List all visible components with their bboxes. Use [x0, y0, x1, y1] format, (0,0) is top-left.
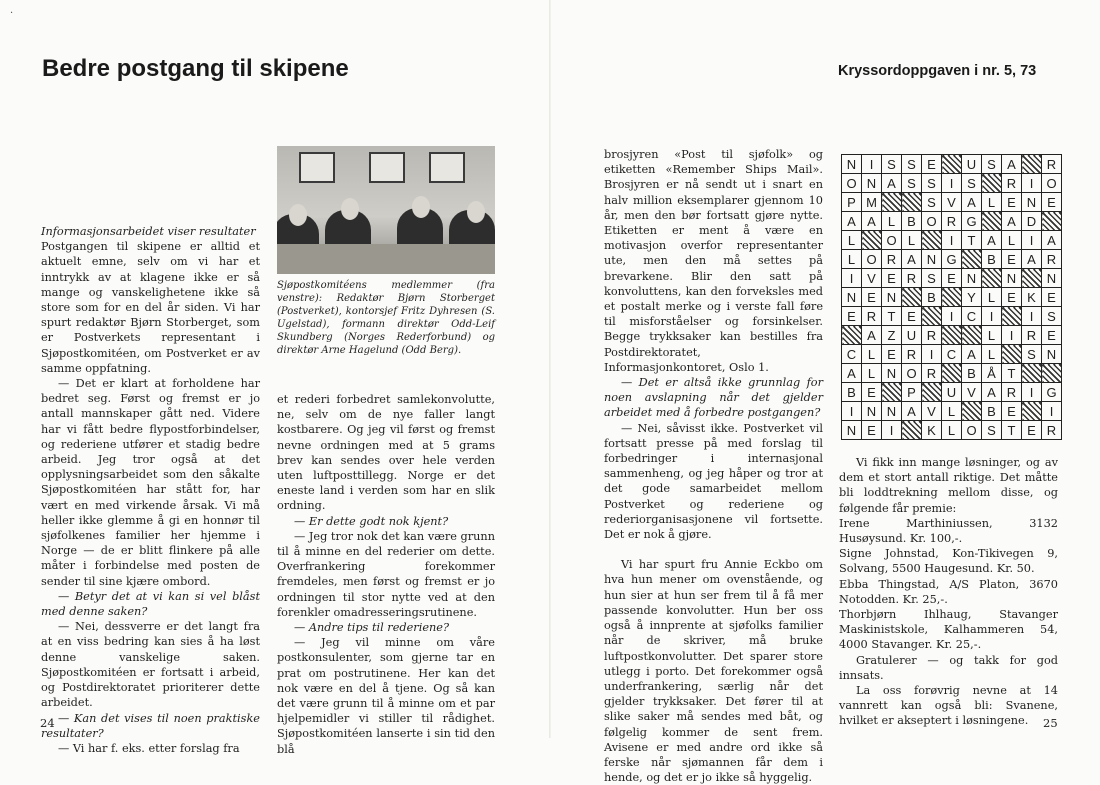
crossword-cell: B [982, 250, 1002, 269]
crossword-black-cell [962, 402, 982, 421]
crossword-cell: E [862, 421, 882, 440]
crossword-cell: B [962, 364, 982, 383]
crossword-cell: P [842, 193, 862, 212]
paragraph: — Det er altså ikke grunnlag for noen avslapning når det gjelder arbeidet med å forbedre postgangen? [604, 376, 823, 420]
crossword-black-cell [922, 383, 942, 402]
crossword-cell: L [942, 421, 962, 440]
crossword-cell: R [902, 269, 922, 288]
crossword-cell: S [982, 421, 1002, 440]
crossword-cell: A [862, 212, 882, 231]
crossword-cell: I [942, 174, 962, 193]
crossword-cell: I [862, 155, 882, 174]
crossword-black-cell [1002, 307, 1022, 326]
crossword-cell: O [922, 212, 942, 231]
crossword-row [842, 307, 1062, 326]
crossword-row [842, 155, 1062, 174]
crossword-cell: I [842, 402, 862, 421]
paragraph: — Jeg tror nok det kan være grunn til å minne en del rederier om dette. Overfrankering forekommer fremdeles, men først og fremst er jo ordningen til stor nytte ved at den forenkler omadresseringsrutinene. [277, 529, 495, 619]
crossword-black-cell [922, 231, 942, 250]
crossword-cell: I [982, 307, 1002, 326]
crossword-cell: U [902, 326, 922, 345]
crossword-cell: I [882, 421, 902, 440]
crossword-cell: R [1022, 326, 1042, 345]
crossword-black-cell [922, 307, 942, 326]
crossword-black-cell [942, 326, 962, 345]
paragraph: — Vi har f. eks. etter forslag fra [57, 741, 240, 755]
crossword-cell: N [862, 402, 882, 421]
crossword-cell: N [842, 288, 862, 307]
crossword-cell: I [1022, 231, 1042, 250]
crossword-cell: B [902, 212, 922, 231]
paragraph: et rederi forbedret samlekonvolutte, ne, selv om de nye faller langt kostbarere. Og jeg vil først og fremst nevne ordningen med at 5 grams brev kan sendes over hele verden uten luftposttillegg. Norge er det eneste land i verden som har en slik ordning. [277, 393, 495, 513]
paragraph: brosjyren «Post til sjøfolk» og etiketten «Remember Ships Mail». Brosjyren er nå sendt ut i snart en halv million eksemplarer gjennom 10 år, men den bør fortsatt gjøre nytte. Etiketten er ment å være en motivasjon overfor representanter ute, men den må settes på brevarkene. Blir den satt på konvoluttens, kan den forveksles med et postalt merke og i verste fall føre til misforståelser og forsinkelser. Begge trykksaker kan bestilles fra Postdirektoratet, Informasjonkontoret, Oslo 1. [604, 148, 823, 374]
crossword-cell: E [842, 307, 862, 326]
crossword-cell: S [1022, 345, 1042, 364]
crossword-cell: Z [882, 326, 902, 345]
crossword-cell: R [902, 345, 922, 364]
paragraph: Irene Marthiniussen, 3132 Husøysund. Kr. 100,-. [839, 516, 1058, 546]
crossword-cell: A [862, 326, 882, 345]
crossword-cell: Y [962, 288, 982, 307]
paragraph: — Kan det vises til noen praktiske resultater? [41, 711, 260, 740]
crossword-cell: E [1002, 250, 1022, 269]
crossword-cell: A [902, 402, 922, 421]
crossword-black-cell [942, 155, 962, 174]
crossword-black-cell [962, 326, 982, 345]
scan-speck: · [10, 8, 14, 19]
crossword-cell: A [1002, 212, 1022, 231]
crossword-cell: E [882, 269, 902, 288]
crossword-cell: K [922, 421, 942, 440]
crossword-cell: S [902, 155, 922, 174]
crossword-cell: U [962, 155, 982, 174]
crossword-black-cell [982, 212, 1002, 231]
crossword-black-cell [1002, 345, 1022, 364]
crossword-row [842, 193, 1062, 212]
crossword-cell: G [1042, 383, 1062, 402]
crossword-cell: L [882, 212, 902, 231]
crossword-solution-title: Kryssordoppgaven i nr. 5, 73 [838, 63, 1037, 79]
crossword-cell: T [1002, 364, 1022, 383]
crossword-grid [841, 154, 1062, 440]
crossword-row [842, 402, 1062, 421]
crossword-cell: B [922, 288, 942, 307]
paragraph: Postgangen til skipene er alltid et aktuelt emne, selv om vi har et inntrykk av at klagene ikke er så mange og vanskelighetene ikke så store som for en del år siden. Vi har spurt redaktør Bjørn Storberget, som er Postverkets representant i Sjøpostkomitéen, om Postverket er av samme oppfatning. [41, 240, 260, 375]
crossword-cell: R [1042, 155, 1062, 174]
crossword-cell: A [842, 364, 862, 383]
crossword-cell: E [882, 345, 902, 364]
crossword-cell: N [1002, 269, 1022, 288]
crossword-cell: N [882, 288, 902, 307]
crossword-black-cell [1042, 364, 1062, 383]
crossword-cell: V [862, 269, 882, 288]
crossword-cell: I [1042, 402, 1062, 421]
crossword-black-cell [1042, 212, 1062, 231]
crossword-cell: L [982, 345, 1002, 364]
crossword-cell: E [902, 307, 922, 326]
crossword-cell: D [1022, 212, 1042, 231]
crossword-cell: L [1002, 231, 1022, 250]
crossword-cell: E [922, 155, 942, 174]
crossword-cell: R [882, 250, 902, 269]
crossword-cell: E [1002, 193, 1022, 212]
crossword-cell: I [922, 345, 942, 364]
article-column-2 [277, 392, 495, 757]
crossword-cell: R [1042, 421, 1062, 440]
crossword-cell: N [842, 155, 862, 174]
crossword-black-cell [842, 326, 862, 345]
crossword-cell: E [1042, 288, 1062, 307]
crossword-cell: R [922, 364, 942, 383]
crossword-black-cell [902, 288, 922, 307]
crossword-cell: E [1042, 326, 1062, 345]
crossword-cell: L [842, 250, 862, 269]
crossword-black-cell [962, 250, 982, 269]
crossword-cell: S [982, 155, 1002, 174]
crossword-black-cell [1022, 155, 1042, 174]
paragraph: — Er dette godt nok kjent? [293, 514, 449, 528]
crossword-row [842, 288, 1062, 307]
crossword-cell: A [902, 250, 922, 269]
crossword-cell: E [1002, 288, 1022, 307]
crossword-cell: N [1022, 193, 1042, 212]
crossword-cell: E [862, 288, 882, 307]
crossword-cell: O [962, 421, 982, 440]
crossword-cell: T [1002, 421, 1022, 440]
crossword-cell: S [962, 174, 982, 193]
page-number-left: 24 [40, 716, 55, 730]
crossword-cell: V [922, 402, 942, 421]
crossword-cell: R [942, 212, 962, 231]
crossword-cell: B [982, 402, 1002, 421]
paragraph: Signe Johnstad, Kon-Tikivegen 9, Solvang, 5500 Haugesund. Kr. 50. [839, 547, 1058, 576]
crossword-cell: I [1022, 174, 1042, 193]
crossword-cell: R [1002, 383, 1022, 402]
crossword-cell: N [842, 421, 862, 440]
crossword-row [842, 231, 1062, 250]
crossword-cell: L [842, 231, 862, 250]
crossword-cell: A [1042, 231, 1062, 250]
crossword-cell: L [942, 402, 962, 421]
crossword-cell: O [882, 231, 902, 250]
crossword-cell: U [942, 383, 962, 402]
crossword-cell: S [1042, 307, 1062, 326]
article-column-3 [604, 147, 823, 785]
crossword-row [842, 383, 1062, 402]
crossword-cell: A [842, 212, 862, 231]
crossword-cell: P [902, 383, 922, 402]
crossword-cell: L [982, 288, 1002, 307]
crossword-black-cell [902, 421, 922, 440]
crossword-cell: O [862, 250, 882, 269]
paragraph: Thorbjørn Ihlhaug, Stavanger Maskinistskole, Kalhammeren 54, 4000 Stavanger. Kr. 25,-. [839, 608, 1058, 652]
crossword-cell: I [1002, 326, 1022, 345]
crossword-cell: E [862, 383, 882, 402]
crossword-black-cell [882, 383, 902, 402]
paragraph: Vi fikk inn mange løsninger, og av dem et stort antall riktige. Det måtte bli loddtrekning mellom disse, og følgende får premie: [839, 456, 1058, 515]
crossword-cell: S [902, 174, 922, 193]
crossword-cell: E [1022, 421, 1042, 440]
crossword-row [842, 421, 1062, 440]
crossword-cell: N [862, 174, 882, 193]
crossword-cell: I [942, 231, 962, 250]
article-column-1 [41, 224, 260, 756]
crossword-cell: A [882, 174, 902, 193]
crossword-cell: S [922, 174, 942, 193]
crossword-cell: I [842, 269, 862, 288]
crossword-black-cell [942, 364, 962, 383]
winners-column [839, 455, 1058, 729]
crossword-cell: A [1002, 155, 1022, 174]
crossword-cell: L [862, 345, 882, 364]
crossword-cell: S [922, 193, 942, 212]
crossword-black-cell [942, 288, 962, 307]
crossword-cell: R [1002, 174, 1022, 193]
crossword-cell: A [962, 345, 982, 364]
crossword-row [842, 212, 1062, 231]
crossword-cell: C [842, 345, 862, 364]
crossword-row [842, 364, 1062, 383]
crossword-cell: E [942, 269, 962, 288]
paragraph: — Jeg vil minne om våre postkonsulenter, som gjerne tar en prat om postrutinene. Her kan det nok være en del å tjene. Og så kan det være grunn til å minne om et par hjelpemidler vi stiller til rådighet. Sjøpostkomitéen lanserte i sin tid den blå [277, 636, 495, 756]
crossword-cell: G [962, 212, 982, 231]
paragraph: Gratulerer — og takk for god innsats. [839, 653, 1058, 682]
crossword-cell: A [982, 231, 1002, 250]
article-title: Bedre postgang til skipene [42, 55, 349, 82]
paragraph: — Nei, dessverre er det langt fra at en viss bedring kan sies å ha løst denne vanskelige saken. Sjøpostkomitéen er fortsatt i arbeid, og Postdirektoratet prioriterer dette arbeidet. [41, 620, 260, 710]
crossword-cell: S [922, 269, 942, 288]
crossword-cell: N [922, 250, 942, 269]
paragraph: Informasjonsarbeidet viser resultater [41, 225, 256, 238]
page-fold [549, 0, 551, 738]
crossword-cell: O [842, 174, 862, 193]
crossword-cell: M [862, 193, 882, 212]
crossword-cell: A [1022, 250, 1042, 269]
crossword-cell: N [962, 269, 982, 288]
crossword-cell: O [1042, 174, 1062, 193]
crossword-cell: I [942, 307, 962, 326]
crossword-cell: T [962, 231, 982, 250]
paragraph: La oss forøvrig nevne at 14 vannrett kan også bli: Svanene, hvilket er akseptert i løsningene. [839, 684, 1058, 728]
crossword-cell: O [902, 364, 922, 383]
crossword-cell: L [982, 326, 1002, 345]
crossword-cell: R [862, 307, 882, 326]
page-number-right: 25 [1043, 716, 1058, 730]
crossword-cell: L [862, 364, 882, 383]
crossword-row [842, 174, 1062, 193]
crossword-black-cell [1022, 269, 1042, 288]
crossword-black-cell [982, 174, 1002, 193]
crossword-cell: A [962, 193, 982, 212]
paragraph: — Det er klart at forholdene har bedret seg. Først og fremst er jo antall mannskaper gått ned. Videre har vi fått bedre flypostforbindelser, og rederiene utfører et stadig bedre arbeid. Jeg tror også at det opplysningsarbeidet som den såkalte Sjøpostkomitéen har stått for, har vært en med virkende årsak. Vi må heller ikke glemme å gi en honnør til sjøfolkenes familier her hjemme i Norge — de er blitt flinkere på alle måter i forbindelse med posten de sender til sine kjære ombord. [41, 377, 260, 588]
crossword-cell: N [882, 364, 902, 383]
crossword-cell: R [922, 326, 942, 345]
crossword-row [842, 250, 1062, 269]
crossword-black-cell [1022, 364, 1042, 383]
crossword-cell: N [1042, 269, 1062, 288]
crossword-row [842, 269, 1062, 288]
crossword-cell: T [882, 307, 902, 326]
paragraph: — Betyr det at vi kan si vel blåst med denne saken? [41, 589, 260, 619]
crossword-cell: V [962, 383, 982, 402]
crossword-cell: L [982, 193, 1002, 212]
crossword-cell: K [1022, 288, 1042, 307]
crossword-cell: I [1022, 383, 1042, 402]
crossword-row [842, 326, 1062, 345]
crossword-cell: R [1042, 250, 1062, 269]
crossword-cell: E [1042, 193, 1062, 212]
crossword-cell: C [942, 345, 962, 364]
crossword-cell: G [942, 250, 962, 269]
crossword-cell: L [902, 231, 922, 250]
crossword-cell: I [1022, 307, 1042, 326]
crossword-cell: B [842, 383, 862, 402]
crossword-black-cell [862, 231, 882, 250]
crossword-cell: Å [982, 364, 1002, 383]
crossword-row [842, 345, 1062, 364]
crossword-black-cell [1022, 402, 1042, 421]
crossword-cell: V [942, 193, 962, 212]
paragraph: — Andre tips til rederiene? [293, 621, 450, 635]
crossword-cell: E [1002, 402, 1022, 421]
crossword-black-cell [902, 193, 922, 212]
crossword-cell: N [882, 402, 902, 421]
photo-caption: Sjøpostkomitéens medlemmer (fra venstre): Redaktør Bjørn Storberget (Postverket), kontorsjef Fritz Dyhresen (S. Ugelstad), formann direktør Odd-Leif Skundberg (Norges Rederforbund) og direktør Arne Hagelund (Odd Berg). [277, 280, 495, 356]
crossword-cell: S [882, 155, 902, 174]
crossword-cell: N [1042, 345, 1062, 364]
paragraph: — Nei, såvisst ikke. Postverket vil fortsatt presse på med forslag til forbedringer i internasjonal sammenheng, og jeg håper og tror at det gode samarbeidet mellom Postverket og rederiene og rederiorganisasjonene vil fortsette. Det er nok å gjøre. [604, 421, 823, 542]
crossword-cell: C [962, 307, 982, 326]
crossword-black-cell [982, 269, 1002, 288]
paragraph: Vi har spurt fru Annie Eckbo om hva hun mener om ovenstående, og hun sier at hun ser frem til å få mer passende konvolutter. Hun ber oss også å innprente at sjøfolks familier når de skriver, må bruke luftpostkonvolutter. Det sparer store utlegg i porto. Det forekommer også underfrankering, særlig når det gjelder trykksaker. Det fører til at slike saker må sendes med båt, og følgelig kommer de sent frem. Avisene er med andre ord ikke så ferske når sjømannen får dem i hende, og det er jo ikke så hyggelig. [604, 558, 823, 785]
crossword-black-cell [882, 193, 902, 212]
paragraph: Ebba Thingstad, A/S Platon, 3670 Notodden. Kr. 25,-. [839, 577, 1058, 606]
committee-photo [277, 146, 495, 274]
crossword-cell: A [982, 383, 1002, 402]
